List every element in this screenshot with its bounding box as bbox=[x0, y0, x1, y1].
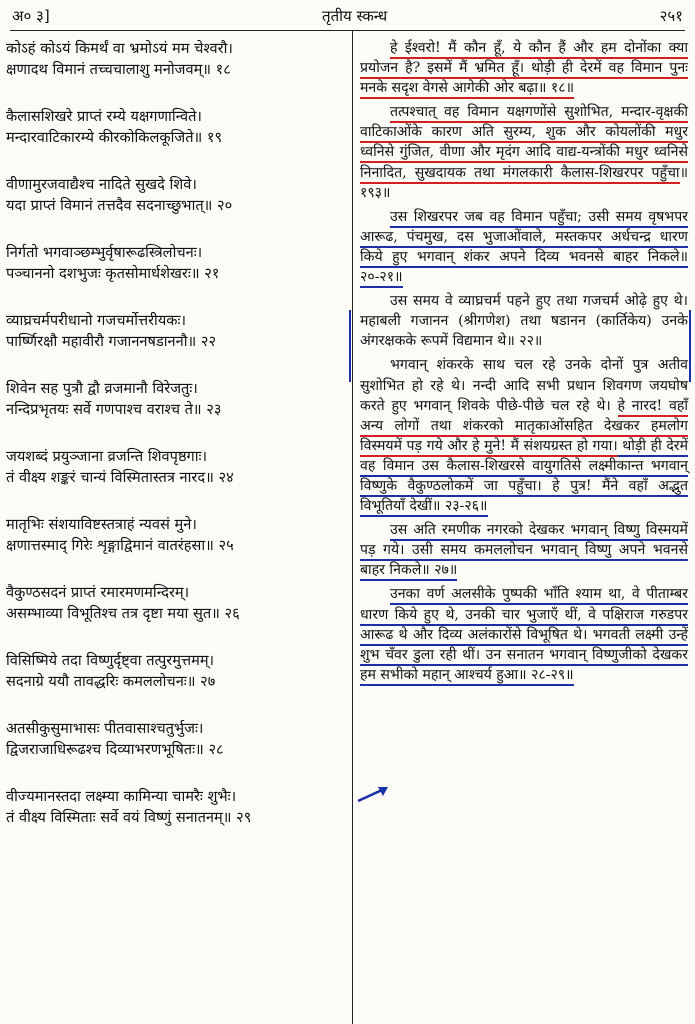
verse bbox=[6, 446, 346, 488]
highlight-blue: थोड़ी ही देरमें वह विमान उस कैलास-शिखरसे वायुगतिसे लक्ष्मीकान्त भगवान् विष्णुके वैकुण्ठलोकमें जा पहुँचा। हे पुत्र! मैंने वहाँ अद्भुत विभूतियाँ देखीं॥ २३-२६॥ bbox=[360, 438, 688, 517]
verse-line: तं वीक्ष्य शङ्करं चान्यं विस्मितास्तत्र नारद॥ २४ bbox=[6, 469, 234, 486]
verse-line: क्षणादथ विमानं तच्चचालाशु मनोजवम्॥ १८ bbox=[6, 61, 231, 78]
verse bbox=[6, 378, 346, 420]
sanskrit-column bbox=[6, 38, 346, 854]
verse-line: द्विजराजाधिरूढश्च दिव्याभरणभूषितः॥ २८ bbox=[6, 741, 224, 758]
arrow-icon bbox=[356, 784, 390, 804]
highlight-red: कैलास-शिखरपर पहुँचा bbox=[561, 165, 680, 184]
page-title: तृतीय स्कन्ध bbox=[322, 7, 388, 25]
verse bbox=[6, 310, 346, 352]
verse-line: वीणामुरजवाद्यैश्च नादिते सुखदे शिवे। bbox=[6, 176, 197, 193]
verse-line: असम्भाव्या विभूतिश्च तत्र दृष्टा मया सुत॥ २६ bbox=[6, 605, 240, 622]
verse bbox=[6, 650, 346, 692]
verse-line: वैकुण्ठसदनं प्राप्तं रमारमणमन्दिरम्। bbox=[6, 584, 190, 601]
verse-line: कैलासशिखरे प्राप्तं रम्ये यक्षगणान्विते। bbox=[6, 108, 202, 125]
verse bbox=[6, 514, 346, 556]
verse-line: व्याघ्रचर्मपरीधानो गजचर्मोत्तरीयकः। bbox=[6, 312, 186, 329]
translation-paragraph bbox=[360, 584, 688, 684]
column-divider bbox=[352, 31, 353, 1024]
plain-text: उस समय वे व्याघ्रचर्म पहने हुए तथा गजचर्म ओढ़े हुए थे। महाबली गजानन (श्रीगणेश) तथा षडानन (कार्तिकेय) उनके अंगरक्षकके रूपमें विद्यमान थे॥ २२॥ bbox=[360, 293, 688, 350]
verse-line: सदनाग्रे ययौ तावद्धरिः कमललोचनः॥ २७ bbox=[6, 673, 216, 690]
verse-line: विसिष्मिये तदा विष्णुर्दृष्ट्वा तत्पुरमुत्तमम्। bbox=[6, 652, 215, 669]
verse-line: वीज्यमानस्तदा लक्ष्म्या कामिन्या चामरैः शुभैः। bbox=[6, 788, 237, 805]
verse bbox=[6, 718, 346, 760]
translation-paragraph bbox=[360, 38, 688, 98]
verse bbox=[6, 106, 346, 148]
verse bbox=[6, 38, 346, 80]
verse-line: पञ्चाननो दशभुजः कृतसोमार्धशेखरः॥ २१ bbox=[6, 265, 220, 282]
highlight-red: तत्पश्चात् वह विमान यक्षगणोंसे सुशोभित, मन्दार-वृक्षकी वाटिकाओंके कारण अति सुरम्य, शुक और कोयलोंकी मधुर ध्वनिसे गुंजित, वीणा और मृदंग आदि वाद्य-यन्त्रोंकी मधुर ध्वनिसे निनादित, सुखदायक तथा मंगलकारी bbox=[360, 104, 688, 183]
verse-line: शिवेन सह पुत्रौ द्वौ व्रजमानौ विरेजतुः। bbox=[6, 380, 198, 397]
highlight-red: थोड़ी ही देरमें वह विमान पुनः मनके सदृश वेगसे आगेकी ओर बढ़ा॥ १८॥ bbox=[360, 60, 688, 99]
highlight-red: हे नारद! वहाँ अन्य लोगों तथा शंकरको मातृकाओंसहित देखकर हमलोग विस्मयमें पड़ गये और हे मुने! मैं संशयग्रस्त हो गया। bbox=[360, 398, 688, 457]
translation-paragraph bbox=[360, 102, 688, 202]
translation-paragraph bbox=[360, 207, 688, 287]
blue-bracket-annotation bbox=[349, 310, 691, 382]
page-header bbox=[12, 2, 683, 30]
header-rule bbox=[10, 30, 685, 31]
page-number: २५१ bbox=[659, 7, 683, 25]
highlight-blue: उस अति रमणीक नगरको देखकर भगवान् विष्णु विस्मयमें पड़ गये। उसी समय कमललोचन भगवान् विष्णु अपने भवनसे बाहर निकले॥ २७॥ bbox=[360, 522, 688, 581]
verse-line: नन्दिप्रभृतयः सर्वे गणपाश्च वराश्च ते॥ २३ bbox=[6, 401, 222, 418]
verse bbox=[6, 242, 346, 284]
verse-line: निर्गतो भगवाञ्छम्भुर्वृषारूढस्त्रिलोचनः। bbox=[6, 244, 203, 261]
plain-text: भगवान् शंकरके साथ चल रहे उनके दोनों पुत्र अतीव सुशोभित हो रहे थे। नन्दी आदि सभी प्रधान शिवगण जयघोष करते हुए भगवान् शिवके पीछे-पीछे चल रहे थे। bbox=[360, 357, 688, 414]
verse-ref: ॥ १९३॥ bbox=[360, 164, 689, 201]
verse-line: तं वीक्ष्य विस्मिताः सर्वे वयं विष्णुं सनातनम्॥ २९ bbox=[6, 809, 252, 826]
verse-line: क्षणात्तस्माद् गिरेः शृङ्गाद्विमानं वातरंहसा॥ २५ bbox=[6, 537, 234, 554]
chapter-number: अ० ३] bbox=[12, 7, 50, 25]
verse bbox=[6, 786, 346, 828]
verse-line: यदा प्राप्तं विमानं तत्तदैव सदनाच्छुभात्॥ २० bbox=[6, 197, 233, 214]
verse bbox=[6, 174, 346, 216]
verse-line: मातृभिः संशयाविष्टस्तत्राहं न्यवसं मुने। bbox=[6, 516, 197, 533]
highlight-red: हे ईश्वरो! मैं कौन हूँ, ये कौन हैं और हम दोनोंका क्या प्रयोजन है? इसमें मैं भ्रमित हूँ। bbox=[360, 40, 688, 79]
verse-line: मन्दारवाटिकारम्ये कीरकोकिलकूजिते॥ १९ bbox=[6, 129, 223, 146]
translation-paragraph bbox=[360, 520, 688, 580]
verse bbox=[6, 582, 346, 624]
highlight-blue: उस शिखरपर जब वह विमान पहुँचा; उसी समय वृषभपर आरूढ, पंचमुख, दस भुजाओंवाले, मस्तकपर अर्धचन्द्र धारण किये हुए भगवान् शंकर अपने दिव्य भवनसे बाहर निकले॥ २०-२१॥ bbox=[360, 209, 688, 288]
verse-line: पार्ष्णिरक्षौ महावीरौ गजाननषडाननौ॥ २२ bbox=[6, 333, 217, 350]
verse-line: जयशब्दं प्रयुञ्जाना व्रजन्ति शिवपृष्ठगाः। bbox=[6, 448, 208, 465]
verse-line: अतसीकुसुमाभासः पीतवासाश्चतुर्भुजः। bbox=[6, 720, 204, 737]
verse-line: कोऽहं कोऽयं किमर्थं वा भ्रमोऽयं मम चेश्वरौ। bbox=[6, 40, 233, 57]
highlight-blue: उनका वर्ण अलसीके पुष्पकी भाँति श्याम था, वे पीताम्बर धारण किये हुए थे, उनकी चार भुजाएँ थीं, वे पक्षिराज गरुडपर आरूढ थे और दिव्य अलंकारोंसे विभूषित थे। भगवती लक्ष्मी उन्हें शुभ चँवर डुला रही थीं। उन सनातन भगवान् विष्णुजीको देखकर हम सभीको महान् आश्चर्य हुआ॥ २८-२९॥ bbox=[360, 586, 688, 685]
